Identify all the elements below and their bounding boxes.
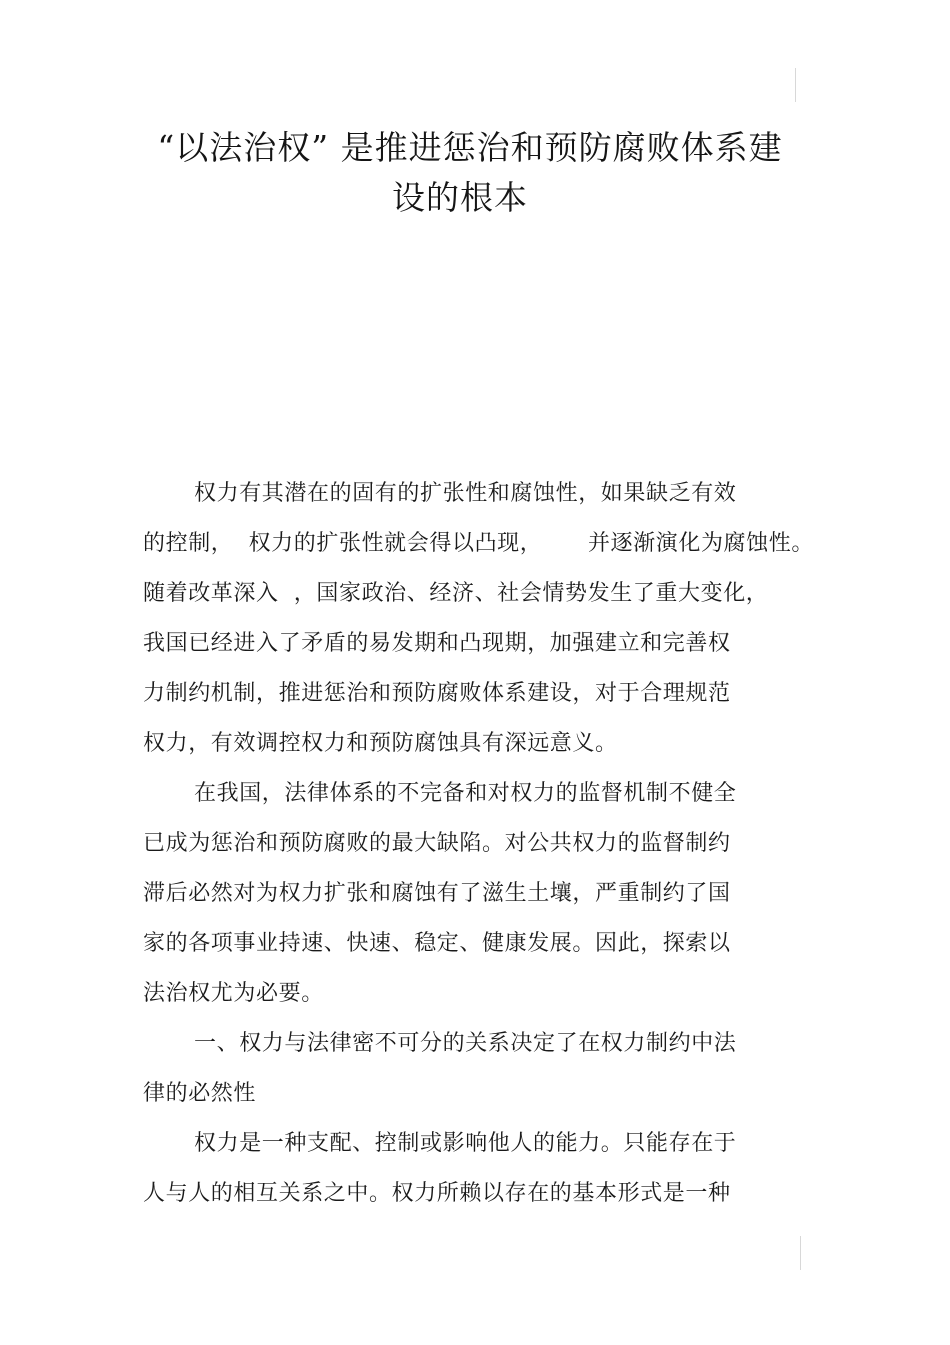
paragraph-line: 法治权尤为必要。 (143, 981, 324, 1006)
paragraph-line: 在我国，法律体系的不完备和对权力的监督机制不健全 (194, 781, 737, 806)
paragraph-line: 家的各项事业持速、快速、稳定、健康发展。因此，探索以 (143, 931, 731, 956)
paragraph-line: 权力有其潜在的固有的扩张性和腐蚀性，如果缺乏有效 (194, 481, 737, 506)
paragraph-line: 滞后必然对为权力扩张和腐蚀有了滋生土壤，严重制约了国 (143, 881, 731, 906)
page-edge-mark-top (795, 68, 796, 102)
paragraph-line: 的控制， 权力的扩张性就会得以凸现， 并逐渐演化为腐蚀性。 (143, 531, 814, 556)
paragraph-line: 力制约机制，推进惩治和预防腐败体系建设，对于合理规范 (143, 681, 731, 706)
paragraph-line: 我国已经进入了矛盾的易发期和凸现期，加强建立和完善权 (143, 631, 731, 656)
paragraph-line: 权力，有效调控权力和预防腐蚀具有深远意义。 (143, 731, 618, 756)
paragraph-line: 权力是一种支配、控制或影响他人的能力。只能存在于 (194, 1131, 737, 1156)
page-edge-mark-bottom (800, 1236, 801, 1270)
section-heading-line: 律的必然性 (143, 1081, 257, 1106)
document-title-line-1: “以法治权” 是推进惩治和预防腐败体系建 (157, 128, 783, 167)
paragraph-line: 人与人的相互关系之中。权力所赖以存在的基本形式是一种 (143, 1181, 731, 1206)
paragraph-line: 随着改革深入 ，国家政治、经济、社会情势发生了重大变化， (143, 581, 769, 606)
document-title-line-2: 设的根本 (392, 178, 528, 217)
section-heading-line: 一、权力与法律密不可分的关系决定了在权力制约中法 (194, 1031, 737, 1056)
paragraph-line: 已成为惩治和预防腐败的最大缺陷。对公共权力的监督制约 (143, 831, 731, 856)
